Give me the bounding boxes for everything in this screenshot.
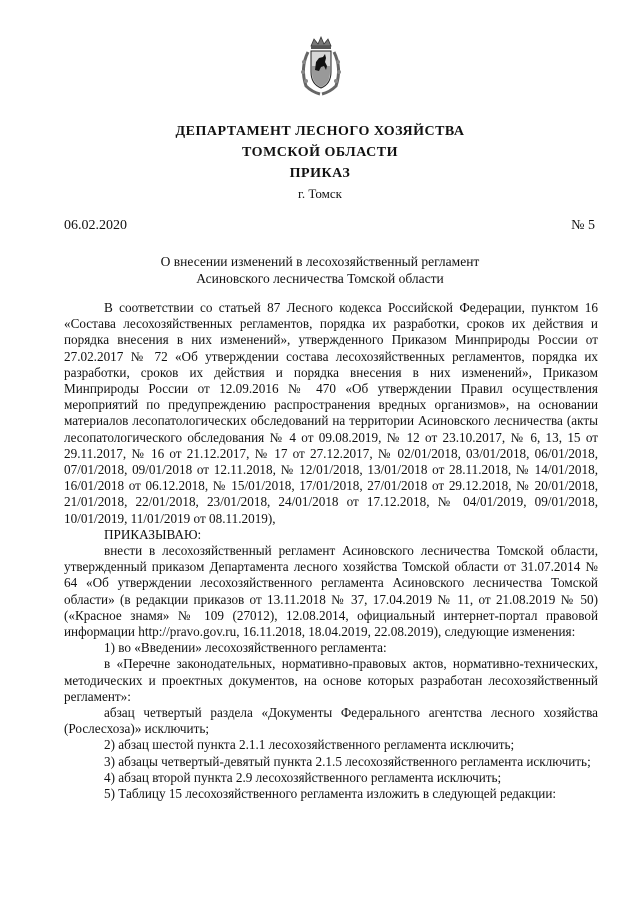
order-body bbox=[64, 300, 598, 802]
paragraph-preamble: В соответствии со статьей 87 Лесного кодекса Российской Федерации, пунктом 16 «Состава лесохозяйственных регламентов, порядка их разработки, сроков их действия и порядка внесения в них изменений», утвержденного Приказом Минприроды России от 27.02.2017 № 72 «Об утверждении состава лесохозяйственных регламентов, порядка их разработки, сроков их действия и порядка внесения в них изменений», Приказом Минприроды России от 12.09.2016 № 470 «Об утверждении Правил осуществления мероприятий по предупреждению распространения вредных организмов», на основании материалов лесопатологических обследований на территории Асиновского лесничества (акты лесопатологического обследования № 4 от 09.08.2019, № 12 от 23.10.2017, № 6, 13, 15 от 29.11.2017, № 16 от 21.12.2017, № 17 от 27.12.2017, № 02/01/2018, 03/01/2018, 06/01/2018, 07/01/2018, 09/01/2018 от 12.11.2018, № 12/01/2018, 13/01/2018 от 28.11.2018, № 14/01/2018, 16/01/2018 от 06.12.2018, № 15/01/2018, 17/01/2018, 27/01/2018 от 29.12.2018, № 20/01/2018, 21/01/2018, 22/01/2018, 23/01/2018, 24/01/2018 от 17.12.2018, № 04/01/2019, 09/01/2018, 10/01/2019, 11/01/2019 от 08.11.2019), bbox=[64, 300, 598, 526]
paragraph-item-3: 3) абзацы четвертый-девятый пункта 2.1.5 лесохозяйственного регламента исключить; bbox=[104, 753, 591, 769]
order-subject bbox=[0, 253, 640, 287]
city-label: г. Томск bbox=[298, 186, 342, 201]
department-title: ДЕПАРТАМЕНТ ЛЕСНОГО ХОЗЯЙСТВА bbox=[175, 124, 465, 139]
region-title: ТОМСКОЙ ОБЛАСТИ bbox=[242, 145, 398, 160]
subject-line: О внесении изменений в лесохозяйственный регламент bbox=[160, 254, 480, 269]
paragraph-item-1-clause: абзац четвертый раздела «Документы Федерального агентства лесного хозяйства (Рослесхоза)» исключить; bbox=[64, 705, 598, 737]
coat-of-arms-icon bbox=[298, 36, 344, 96]
paragraph-amendment-intro: внести в лесохозяйственный регламент Асиновского лесничества Томской области, утвержденный приказом Департамента лесного хозяйства Томской области от 31.07.2014 № 64 «Об утверждении лесохозяйственного регламента Асиновского лесничества Томской области» (в редакции приказов от 13.11.2018 № 37, 17.04.2019 № 11, от 21.08.2019 № 50) («Красное знамя» № 109 (27012), 12.08.2014, официальный интернет-портал правовой информации http://pravo.gov.ru, 16.11.2018, 18.04.2019, 22.08.2019), следующие изменения: bbox=[64, 543, 598, 640]
paragraph-item-2: 2) абзац шестой пункта 2.1.1 лесохозяйственного регламента исключить; bbox=[104, 737, 515, 753]
order-date: 06.02.2020 bbox=[64, 218, 127, 233]
paragraph-item-4: 4) абзац второй пункта 2.9 лесохозяйственного регламента исключить; bbox=[104, 769, 502, 785]
order-number: № 5 bbox=[571, 218, 595, 233]
paragraph-item-1: 1) во «Введении» лесохозяйственного регламента: bbox=[104, 640, 387, 656]
paragraph-item-1-list: в «Перечне законодательных, нормативно-правовых актов, нормативно-технических, методических и проектных документов, на основе которых разработан лесохозяйственный регламент»: bbox=[64, 656, 598, 704]
document-type: ПРИКАЗ bbox=[289, 166, 351, 181]
paragraph-item-5: 5) Таблицу 15 лесохозяйственного регламента изложить в следующей редакции: bbox=[104, 786, 557, 802]
paragraph-order-word: ПРИКАЗЫВАЮ: bbox=[104, 526, 202, 542]
subject-line: Асиновского лесничества Томской области bbox=[196, 271, 444, 286]
